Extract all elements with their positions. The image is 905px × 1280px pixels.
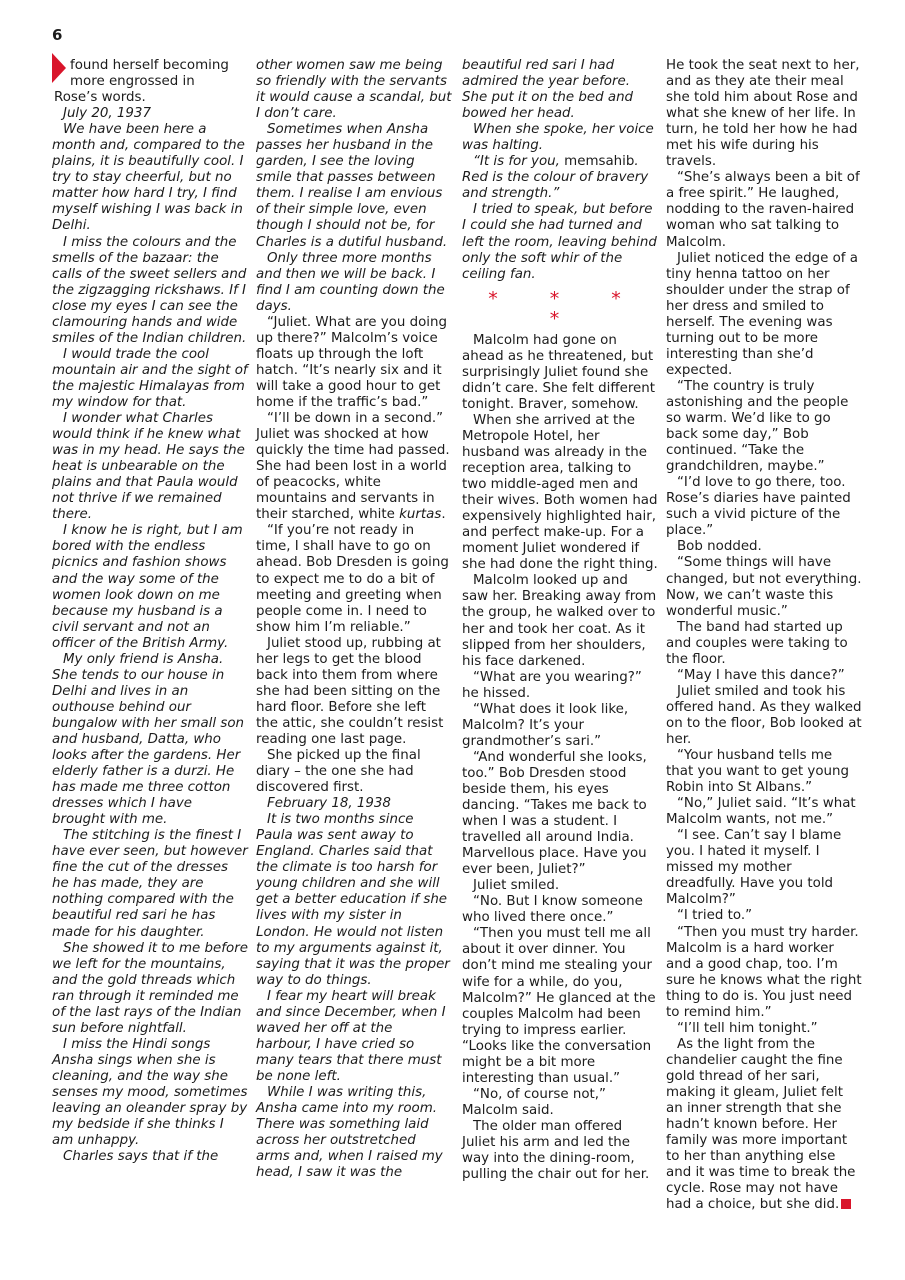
story-paragraph: “The country is truly astonishing and the people so warm. We’d like to go back some day,” Bob continued. “Take the grandchildren, maybe.” xyxy=(666,378,849,475)
italic-word: kurtas xyxy=(399,507,442,523)
column-1 xyxy=(52,58,248,1165)
story-paragraph xyxy=(666,1037,862,1214)
story-paragraph: Juliet noticed the edge of a tiny henna tattoo on her shoulder under the strap of her dress and smiled to herself. The evening was turning out to be more interesting than she’d expected. xyxy=(666,250,858,378)
diary-paragraph: I fear my heart will break and since December, when I waved her off at the harbour, I have cried so many tears that there must be none left. xyxy=(256,988,446,1084)
lead-line-1: found herself becoming xyxy=(70,58,229,73)
diary-paragraph: The stitching is the finest I have ever seen, but however fine the cut of the dresses he has made, they are nothing compared with the beautiful red sari he has made for his daughter. xyxy=(52,828,248,940)
story-text: As the light from the chandelier caught the fine gold thread of her sari, making it gleam, Juliet felt an inner strength that she hadn’t known before. Her family was more important to her than anything else and it was time to break the cycle. Rose may not have had a choice, but she did. xyxy=(666,1036,856,1213)
story-paragraph: “And wonderful she looks, too.” Bob Dresden stood beside them, his eyes dancing. “Takes me back to when I was a student. I travelled all around India. Marvellous place. Have you ever been, Juliet?” xyxy=(462,749,647,878)
story-paragraph xyxy=(256,411,452,523)
lead-line-2: more engrossed in xyxy=(70,74,195,90)
punctuation: . xyxy=(441,507,446,523)
story-paragraph: When she arrived at the Metropole Hotel, her husband was already in the reception area, talking to two middle-aged men and their wives. Both women had expensively highlighted hair, and perfect make-up. For a moment Juliet wondered if she had done the right thing. xyxy=(462,412,658,573)
column-2 xyxy=(256,58,452,1181)
story-paragraph: “No. But I know someone who lived there once.” xyxy=(462,894,643,926)
story-paragraph: The band had started up and couples were taking to the floor. xyxy=(666,619,848,667)
diary-date: February 18, 1938 xyxy=(267,796,391,812)
end-of-story-icon xyxy=(841,1199,851,1209)
story-paragraph: Malcolm looked up and saw her. Breaking away from the group, he walked over to her and took her coat. As it slipped from her shoulders, his face darkened. xyxy=(462,573,657,669)
story-paragraph: “May I have this dance?” xyxy=(677,667,845,683)
diary-paragraph: It is two months since Paula was sent away to England. Charles said that the climate is too harsh for young children and she will get a better education if she lives with my sister in London. He would not listen to my arguments against it, saying that it was the proper way to do things. xyxy=(256,812,450,988)
diary-paragraph: other women saw me being so friendly with the servants it would cause a scandal, but I don’t care. xyxy=(256,58,452,122)
diary-text: . Red is the colour of bravery and strength.” xyxy=(462,154,649,202)
lead-line-3: Rose’s words. xyxy=(54,90,146,106)
story-paragraph: He took the seat next to her, and as they ate their meal she told him about Rose and what she knew of her life. In turn, he told her how he had met his wife during his travels. xyxy=(666,58,860,170)
story-paragraph: “Your husband tells me that you want to get young Robin into St Albans.” xyxy=(666,748,849,796)
diary-paragraph: When she spoke, her voice was halting. xyxy=(462,122,654,154)
story-paragraph: Juliet smiled. xyxy=(473,878,560,894)
story-paragraph: She picked up the final diary – the one she had discovered first. xyxy=(256,748,421,796)
diary-paragraph: I tried to speak, but before I could she had turned and left the room, leaving behind only the soft whir of the ceiling fan. xyxy=(462,202,657,282)
diary-paragraph: I know he is right, but I am bored with the endless picnics and fashion shows and the way some of the women look down on me because my husband is a civil servant and not an officer of the British Army. xyxy=(52,523,243,651)
roman-word: memsahib xyxy=(564,154,635,170)
story-paragraph: “Then you must tell me all about it over dinner. You don’t mind me stealing your wife for a while, do you, Malcolm?” He glanced at the couples Malcolm had been trying to impress earlier. “Looks like the conversation might be a bit more interesting than usual.” xyxy=(462,926,656,1086)
diary-paragraph: Charles says that if the xyxy=(63,1149,219,1165)
story-paragraph: Malcolm had gone on ahead as he threatened, but surprisingly Juliet found she didn’t care. She felt different tonight. Braver, somehow. xyxy=(462,332,656,412)
diary-paragraph: Only three more months and then we will be back. I find I am counting down the days. xyxy=(256,250,445,314)
diary-paragraph: Sometimes when Ansha passes her husband in the garden, I see the loving smile that passes between them. I realise I am envious of their simple love, even though I should not be, for Charles is a dutiful husband. xyxy=(256,122,448,250)
story-paragraph: “No, of course not,” Malcolm said. xyxy=(462,1086,606,1118)
story-paragraph: Bob nodded. xyxy=(677,539,762,555)
diary-paragraph: While I was writing this, Ansha came into my room. There was something laid across her outstretched arms and, when I raised my head, I saw it was the xyxy=(256,1085,443,1181)
story-paragraph: “Juliet. What are you doing up there?” Malcolm’s voice floats up through the loft hatch. “It’s nearly six and it will take a good hour to get home if the traffic’s bad.” xyxy=(256,314,448,410)
diary-date: July 20, 1937 xyxy=(63,106,151,122)
column-4 xyxy=(666,58,862,1213)
column-3 xyxy=(462,58,658,1183)
diary-text: “It is for you, xyxy=(473,154,560,170)
story-text: “I’ll be down in a second.” Juliet was shocked at how quickly the time had passed. She had been lost in a world of peacocks, white mountains and servants in their starched, white xyxy=(256,411,450,523)
diary-paragraph: I would trade the cool mountain air and the sight of the majestic Himalayas from my window for that. xyxy=(52,346,248,410)
story-paragraph: “I’ll tell him tonight.” xyxy=(677,1020,818,1036)
diary-paragraph: I miss the Hindi songs Ansha sings when she is cleaning, and the way she senses my mood, sometimes leaving an oleander spray by my bedside if she thinks I am unhappy. xyxy=(52,1036,248,1149)
diary-paragraph: We have been here a month and, compared to the plains, it is beautifully cool. I try to stay cheerful, but no matter how hard I try, I find myself wishing I was back in Delhi. xyxy=(52,122,245,234)
diary-paragraph xyxy=(462,154,658,202)
diary-paragraph: My only friend is Ansha. She tends to our house in Delhi and lives in an outhouse behind our bungalow with her small son and husband, Datta, who looks after the gardens. Her elderly father is a durzi. He has made me three cotton dresses which I have brought with me. xyxy=(52,651,245,828)
story-paragraph: Juliet stood up, rubbing at her legs to get the blood back into them from where she had been sitting on the hard floor. Before she left the attic, she couldn’t resist reading one last page. xyxy=(256,635,444,747)
story-paragraph: “I’d love to go there, too. Rose’s diaries have painted such a vivid picture of the place.” xyxy=(666,475,851,539)
story-paragraph: “I see. Can’t say I blame you. I hated it myself. I missed my mother dreadfully. Have you told Malcolm?” xyxy=(666,828,842,908)
diary-paragraph: I miss the colours and the smells of the bazaar: the calls of the sweet sellers and the zigzagging rickshaws. If I close my eyes I can see the clamouring hands and wide smiles of the Indian children. xyxy=(52,234,247,346)
section-break-stars: * * * * xyxy=(488,287,644,330)
story-paragraph: “Some things will have changed, but not everything. Now, we can’t waste this wonderful music.” xyxy=(666,555,862,619)
story-paragraph: The older man offered Juliet his arm and led the way into the dining-room, pulling the chair out for her. xyxy=(462,1118,650,1183)
story-paragraph: “She’s always been a bit of a free spirit.” He laughed, nodding to the raven-haired woman who sat talking to Malcolm. xyxy=(666,170,860,250)
story-paragraph: “No,” Juliet said. “It’s what Malcolm wants, not me.” xyxy=(666,796,856,828)
diary-paragraph: beautiful red sari I had admired the year before. She put it on the bed and bowed her head. xyxy=(462,58,634,122)
diary-paragraph: I wonder what Charles would think if he knew what was in my head. He says the heat is unbearable on the plains and that Paula would not thrive if we remained there. xyxy=(52,411,245,523)
story-paragraph: “I tried to.” xyxy=(677,908,753,924)
story-paragraph: “What does it look like, Malcolm? It’s your grandmother’s sari.” xyxy=(462,701,629,749)
story-paragraph: “If you’re not ready in time, I shall have to go on ahead. Bob Dresden is going to expect me to do a bit of meeting and greeting when people come in. I need to show him I’m reliable.” xyxy=(256,523,449,635)
diary-paragraph: She showed it to me before we left for the mountains, and the gold threads which ran through it reminded me of the last rays of the Indian sun before nightfall. xyxy=(52,940,248,1036)
story-paragraph: “What are you wearing?” he hissed. xyxy=(462,669,642,701)
story-paragraph: Juliet smiled and took his offered hand. As they walked on to the floor, Bob looked at her. xyxy=(666,683,862,747)
story-paragraph: “Then you must try harder. Malcolm is a hard worker and a good chap, too. I’m sure he knows what the right thing to do is. You just need to remind him.” xyxy=(666,924,862,1020)
page-number: 6 xyxy=(52,26,63,44)
